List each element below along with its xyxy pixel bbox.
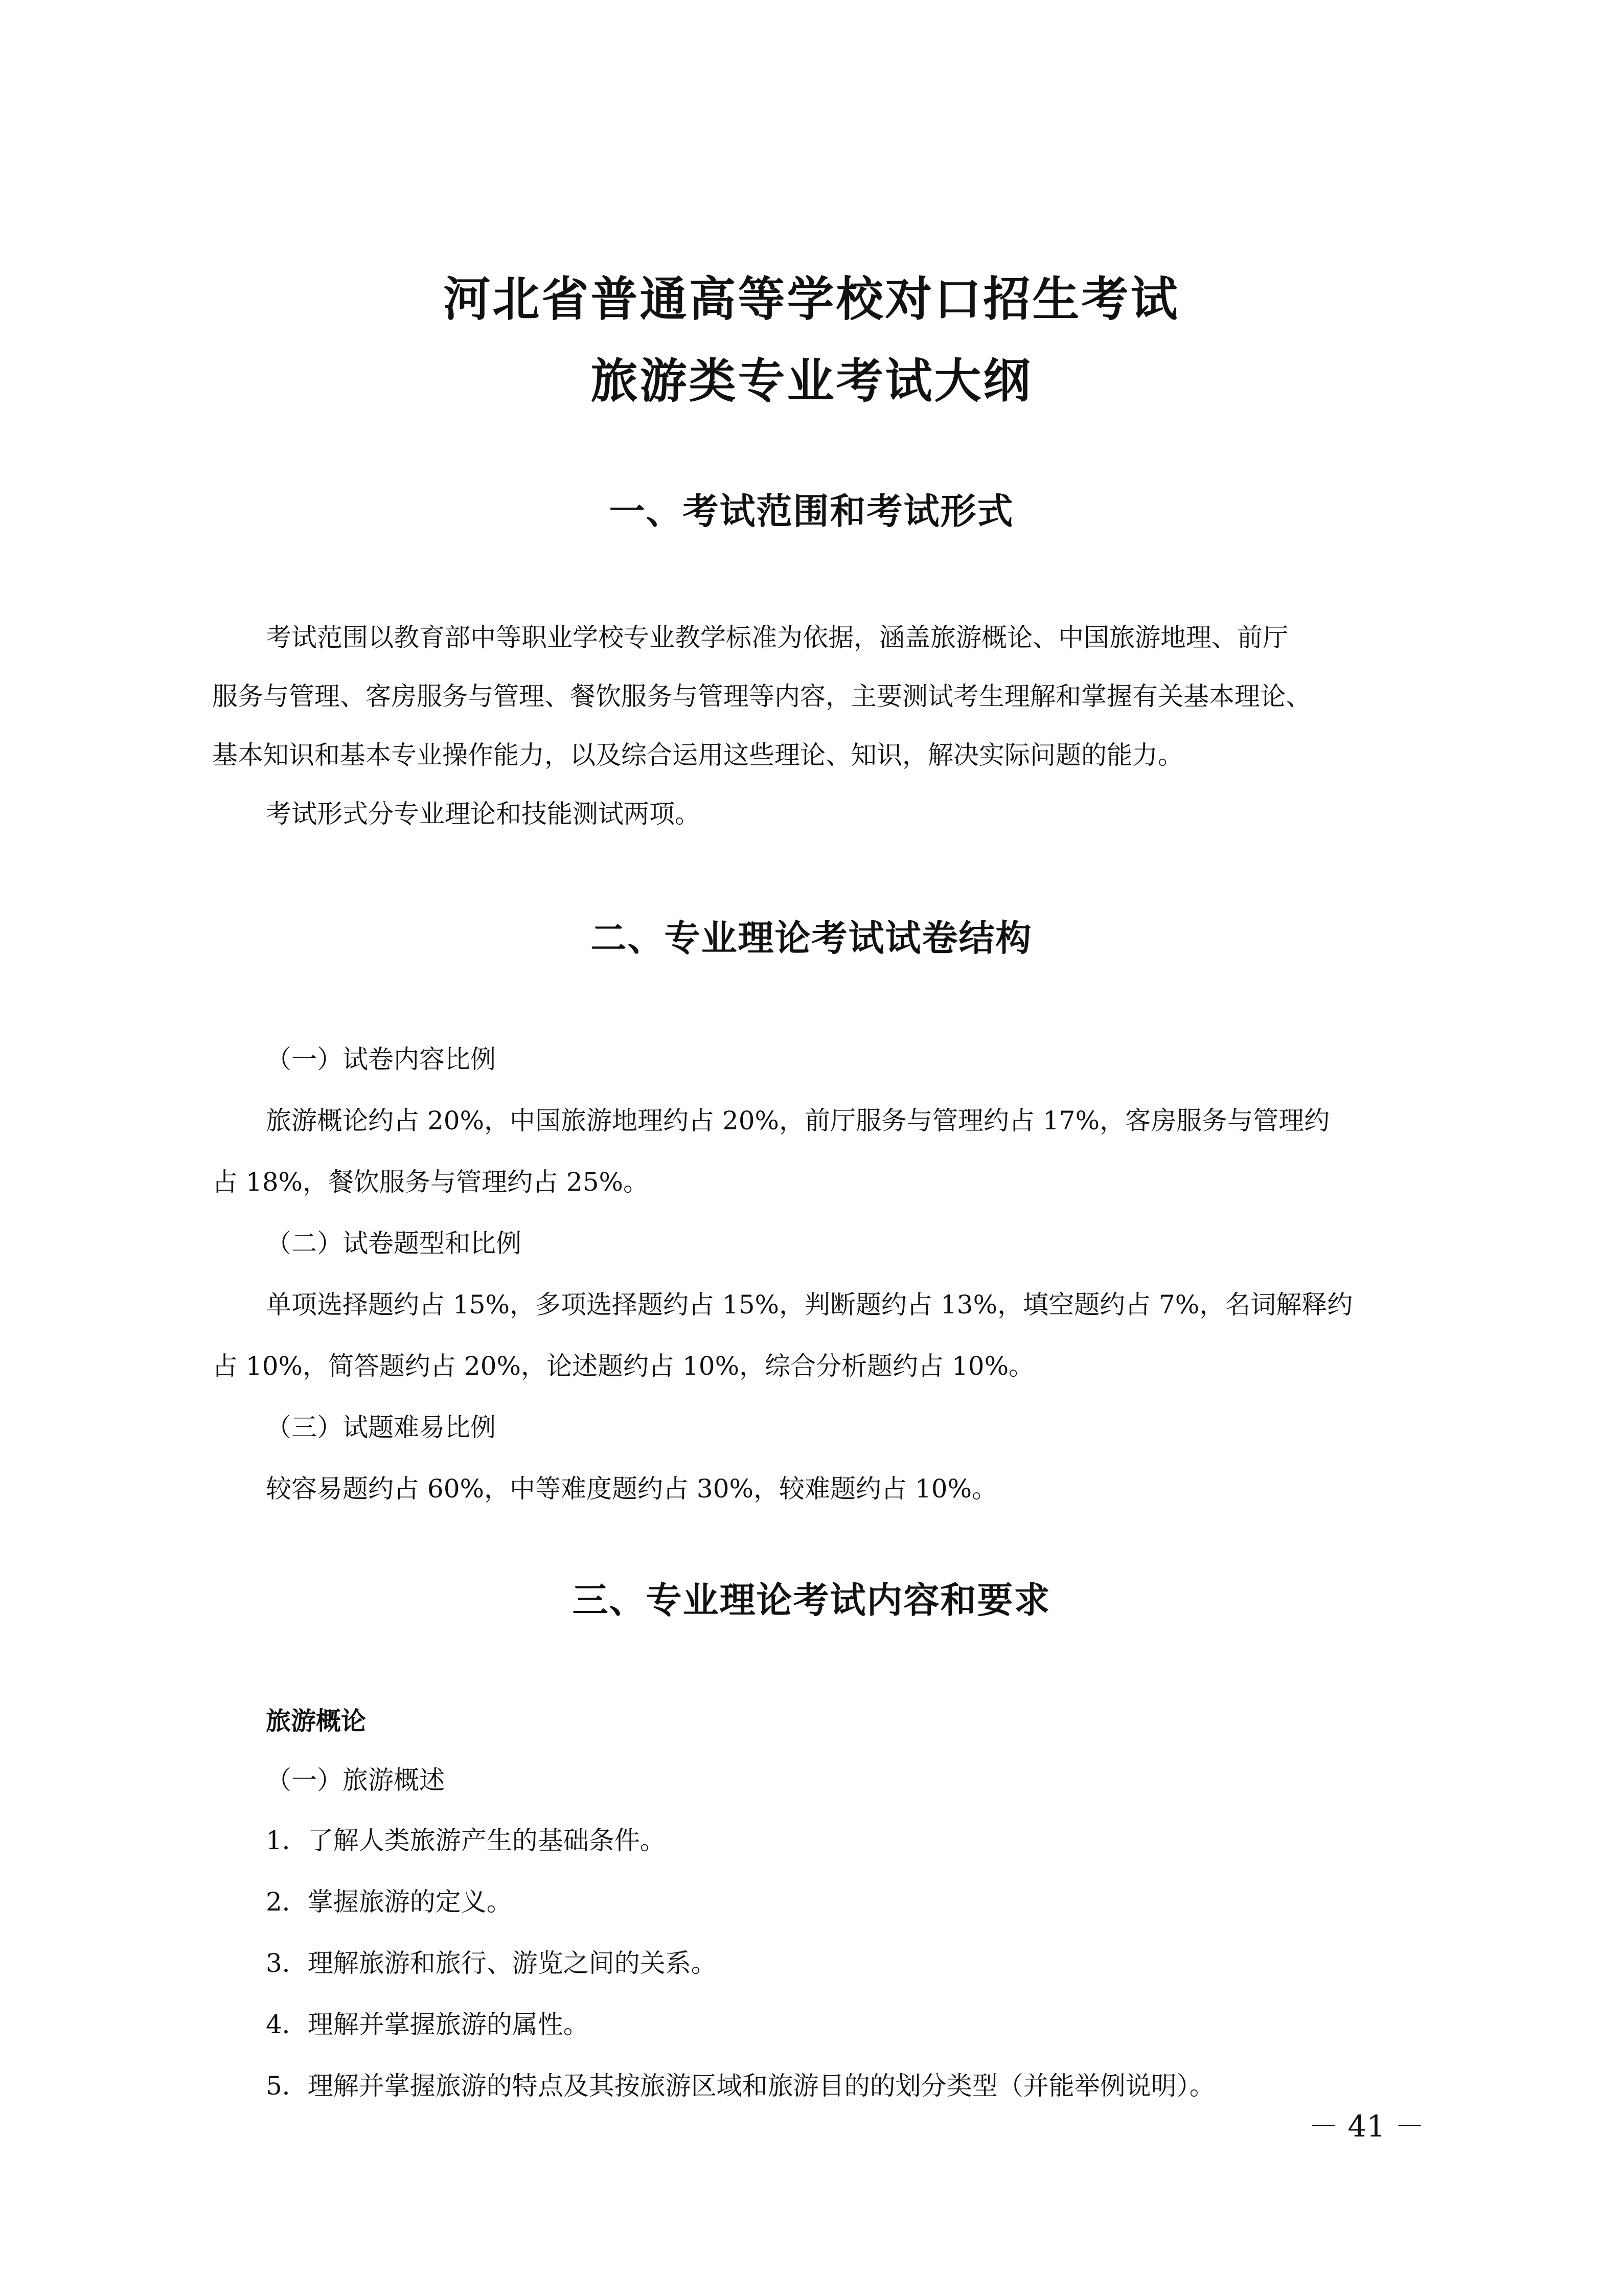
- section-2-sub-2-line-2: 占 10%，简答题约占 20%，论述题约占 10%，综合分析题约占 10%。: [212, 1351, 1035, 1381]
- document-title-line-2: 旅游类专业考试大纲: [590, 354, 1033, 408]
- section-2-sub-3-line-1: 较容易题约占 60%，中等难度题约占 30%，较难题约占 10%。: [266, 1474, 998, 1504]
- section-3-subheading-1: （一）旅游概述: [266, 1765, 445, 1795]
- section-1-paragraph-1-line-2: 服务与管理、客房服务与管理、餐饮服务与管理等内容，主要测试考生理解和掌握有关基本理论、: [212, 681, 1311, 711]
- section-1-paragraph-1-line-3: 基本知识和基本专业操作能力，以及综合运用这些理论、知识，解决实际问题的能力。: [212, 740, 1183, 770]
- section-2-sub-1-line-1: 旅游概论约占 20%，中国旅游地理约占 20%，前厅服务与管理约占 17%，客房服务与管理约: [266, 1106, 1330, 1135]
- section-2-subheading-2: （二）试卷题型和比例: [266, 1229, 521, 1258]
- section-3-topic-heading: 旅游概论: [266, 1707, 367, 1736]
- section-2-heading: 二、专业理论考试试卷结构: [590, 917, 1033, 959]
- section-3-list-item-1: 1．了解人类旅游产生的基础条件。: [266, 1826, 666, 1855]
- document-title-line-1: 河北省普通高等学校对口招生考试: [443, 272, 1180, 327]
- section-1-paragraph-1-line-1: 考试范围以教育部中等职业学校专业教学标准为依据，涵盖旅游概论、中国旅游地理、前厅: [266, 623, 1288, 652]
- section-2-sub-1-line-2: 占 18%，餐饮服务与管理约占 25%。: [212, 1167, 649, 1197]
- section-3-list-item-2: 2．掌握旅游的定义。: [266, 1887, 512, 1917]
- section-2-sub-2-line-1: 单项选择题约占 15%，多项选择题约占 15%，判断题约占 13%，填空题约占 7%，名词解释约: [266, 1290, 1353, 1320]
- section-2-subheading-3: （三）试题难易比例: [266, 1413, 496, 1442]
- section-3-list-item-3: 3．理解旅游和旅行、游览之间的关系。: [266, 1948, 717, 1978]
- section-3-heading: 三、专业理论考试内容和要求: [572, 1579, 1051, 1621]
- section-3-list-item-4: 4．理解并掌握旅游的属性。: [266, 2010, 589, 2039]
- section-1-paragraph-2: 考试形式分专业理论和技能测试两项。: [266, 799, 700, 829]
- section-2-subheading-1: （一）试卷内容比例: [266, 1044, 496, 1074]
- page-number: － 41 －: [1309, 2109, 1425, 2144]
- section-1-heading: 一、考试范围和考试形式: [609, 490, 1014, 532]
- section-3-list-item-5: 5．理解并掌握旅游的特点及其按旅游区域和旅游目的的划分类型（并能举例说明）。: [266, 2071, 1215, 2101]
